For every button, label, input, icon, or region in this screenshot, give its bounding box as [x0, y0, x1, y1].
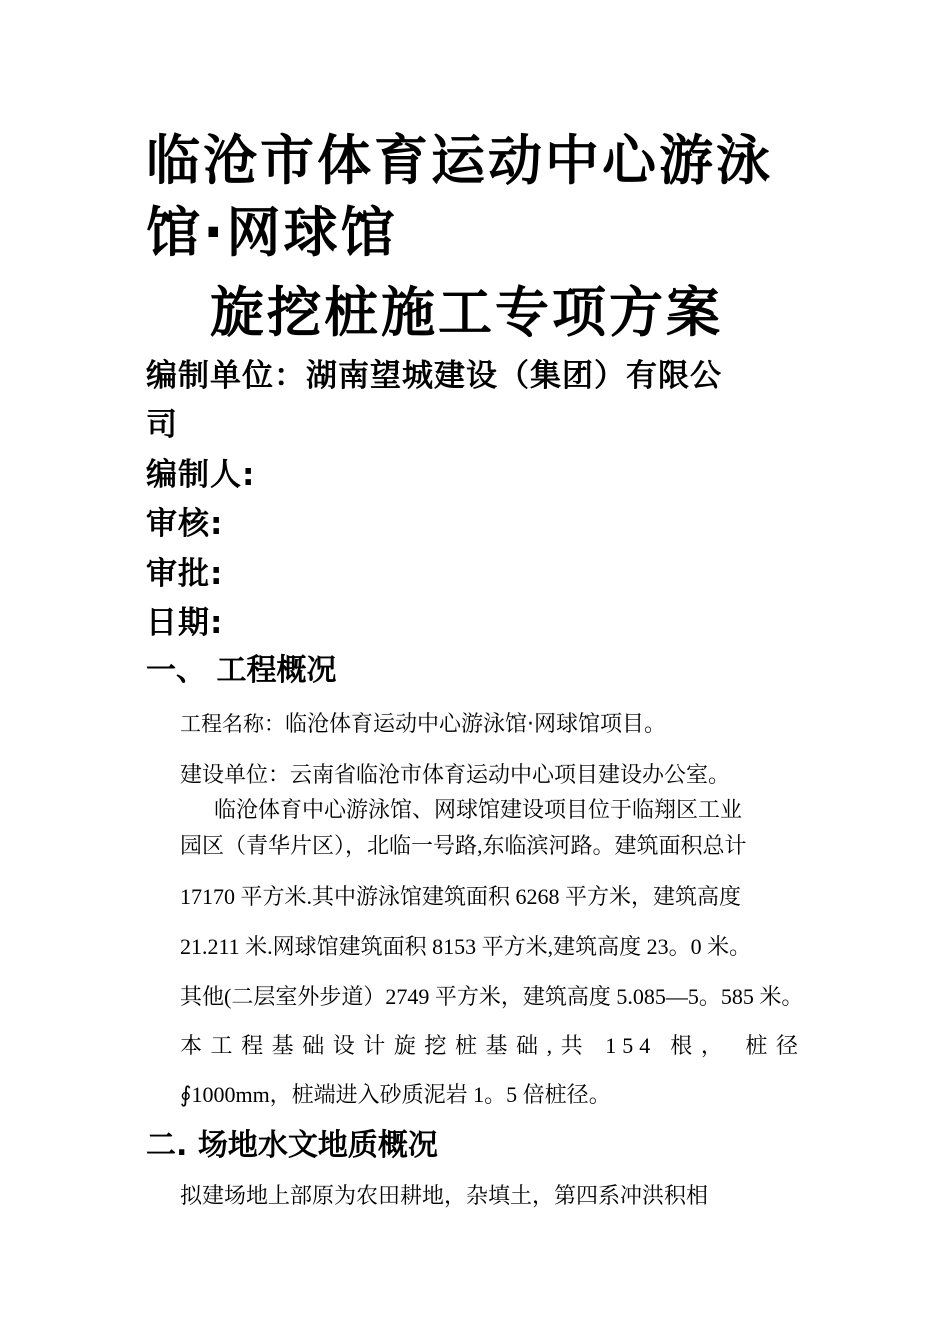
org-line-1: 编制单位：湖南望城建设（集团）有限公: [146, 358, 722, 394]
para1-line-3: 17170 平方米.其中游泳馆建筑面积 6268 平方米，建筑高度: [180, 884, 742, 909]
title-line-3: 旋挖桩施工专项方案: [210, 281, 723, 344]
owner-line: 建设单位：云南省临沧市体育运动中心项目建设办公室。: [180, 762, 731, 787]
section2-para-line-1: 拟建场地上部原为农田耕地，杂填土，第四系冲洪积相: [180, 1183, 709, 1208]
para2-line-2: ∮1000mm，桩端进入砂质泥岩 1。5 倍桩径。: [180, 1082, 611, 1107]
section-heading-2: 二. 场地水文地质概况: [146, 1128, 438, 1163]
title-line-1: 临沧市体育运动中心游泳: [146, 129, 773, 192]
project-name-line: [180, 709, 666, 740]
para1-line-1: 临沧体育中心游泳馆、网球馆建设项目位于临翔区工业: [214, 797, 743, 822]
reviewer-label: 审核:: [146, 506, 224, 542]
para2-line-1: 本工程基础设计旋挖桩基础,共 154 根， 桩径: [180, 1033, 804, 1058]
para1-line-5: 其他(二层室外步道）2749 平方米，建筑高度 5.085—5。585 米。: [180, 984, 804, 1009]
project-name-label: 工程名称：: [180, 712, 285, 736]
approver-label: 审批:: [146, 556, 224, 592]
title-line-2: 馆·网球馆: [146, 201, 398, 264]
section-heading-1: 一、 工程概况: [146, 653, 337, 688]
org-line-2: 司: [146, 407, 178, 443]
para1-line-4: 21.211 米.网球馆建筑面积 8153 平方米,建筑高度 23。0 米。: [180, 934, 752, 959]
author-label: 编制人:: [146, 457, 256, 493]
project-name-value: 临沧体育运动中心游泳馆·网球馆项目。: [285, 712, 666, 737]
date-label: 日期:: [146, 605, 224, 641]
para1-line-2: 园区（青华片区），北临一号路,东临滨河路。建筑面积总计: [180, 833, 747, 858]
